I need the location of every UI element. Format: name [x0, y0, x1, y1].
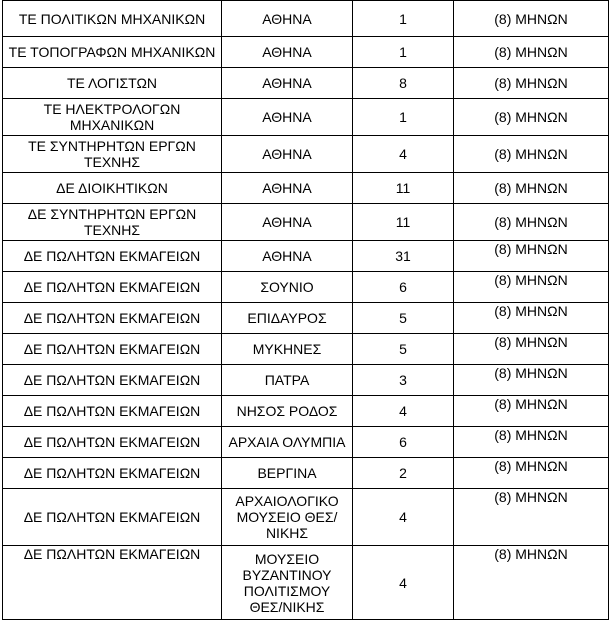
count-cell: 11 — [353, 173, 454, 204]
duration-cell: (8) ΜΗΝΩΝ — [454, 173, 609, 204]
count-cell: 1 — [353, 1, 454, 37]
duration-cell: (8) ΜΗΝΩΝ — [454, 37, 609, 68]
specialty-cell: ΤΕ ΛΟΓΙΣΤΩΝ — [3, 68, 222, 99]
specialty-cell: ΔΕ ΠΩΛΗΤΩΝ ΕΚΜΑΓΕΙΩΝ — [3, 334, 222, 365]
count-cell: 4 — [353, 396, 454, 427]
specialty-cell: ΤΕ ΤΟΠΟΓΡΑΦΩΝ ΜΗΧΑΝΙΚΩΝ — [3, 37, 222, 68]
duration-cell: (8) ΜΗΝΩΝ — [454, 458, 609, 489]
location-cell: ΑΘΗΝΑ — [222, 1, 353, 37]
table-row — [3, 365, 609, 396]
count-cell: 5 — [353, 303, 454, 334]
table-row — [3, 458, 609, 489]
specialty-cell: ΔΕ ΠΩΛΗΤΩΝ ΕΚΜΑΓΕΙΩΝ — [3, 365, 222, 396]
table-row — [3, 489, 609, 546]
duration-cell: (8) ΜΗΝΩΝ — [454, 204, 609, 241]
table-row — [3, 1, 609, 37]
location-cell: ΜΥΚΗΝΕΣ — [222, 334, 353, 365]
table-row — [3, 427, 609, 458]
duration-cell: (8) ΜΗΝΩΝ — [454, 365, 609, 396]
count-cell: 8 — [353, 68, 454, 99]
duration-cell: (8) ΜΗΝΩΝ — [454, 136, 609, 173]
specialty-cell: ΤΕ ΠΟΛΙΤΙΚΩΝ ΜΗΧΑΝΙΚΩΝ — [3, 1, 222, 37]
count-cell: 4 — [353, 136, 454, 173]
location-cell: ΑΡΧΑΙΟΛΟΓΙΚΟ ΜΟΥΣΕΙΟ ΘΕΣ/ΝΙΚΗΣ — [222, 489, 353, 546]
table-row — [3, 546, 609, 620]
duration-cell: (8) ΜΗΝΩΝ — [454, 489, 609, 546]
specialty-cell: ΔΕ ΠΩΛΗΤΩΝ ΕΚΜΑΓΕΙΩΝ — [3, 303, 222, 334]
location-cell: ΑΡΧΑΙΑ ΟΛΥΜΠΙΑ — [222, 427, 353, 458]
specialty-cell: ΤΕ ΣΥΝΤΗΡΗΤΩΝ ΕΡΓΩΝ ΤΕΧΝΗΣ — [3, 136, 222, 173]
specialty-cell: ΔΕ ΠΩΛΗΤΩΝ ΕΚΜΑΓΕΙΩΝ — [3, 546, 222, 620]
duration-cell: (8) ΜΗΝΩΝ — [454, 272, 609, 303]
count-cell: 1 — [353, 37, 454, 68]
table-row — [3, 99, 609, 136]
duration-cell: (8) ΜΗΝΩΝ — [454, 427, 609, 458]
duration-cell: (8) ΜΗΝΩΝ — [454, 1, 609, 37]
count-cell: 3 — [353, 365, 454, 396]
location-cell: ΣΟΥΝΙΟ — [222, 272, 353, 303]
specialty-cell: ΔΕ ΠΩΛΗΤΩΝ ΕΚΜΑΓΕΙΩΝ — [3, 241, 222, 272]
duration-cell: (8) ΜΗΝΩΝ — [454, 241, 609, 272]
count-cell: 6 — [353, 427, 454, 458]
location-cell: ΜΟΥΣΕΙΟ ΒΥΖΑΝΤΙΝΟΥ ΠΟΛΙΤΙΣΜΟΥ ΘΕΣ/ΝΙΚΗΣ — [222, 546, 353, 620]
table-row — [3, 136, 609, 173]
duration-cell: (8) ΜΗΝΩΝ — [454, 546, 609, 620]
location-cell: ΠΑΤΡΑ — [222, 365, 353, 396]
table-row — [3, 204, 609, 241]
location-cell: ΑΘΗΝΑ — [222, 37, 353, 68]
duration-cell: (8) ΜΗΝΩΝ — [454, 334, 609, 365]
location-cell: ΑΘΗΝΑ — [222, 99, 353, 136]
specialty-cell: ΔΕ ΠΩΛΗΤΩΝ ΕΚΜΑΓΕΙΩΝ — [3, 396, 222, 427]
location-cell: ΑΘΗΝΑ — [222, 68, 353, 99]
table-row — [3, 303, 609, 334]
specialty-cell: ΔΕ ΠΩΛΗΤΩΝ ΕΚΜΑΓΕΙΩΝ — [3, 489, 222, 546]
table-row — [3, 173, 609, 204]
table-row — [3, 396, 609, 427]
table-row — [3, 37, 609, 68]
duration-cell: (8) ΜΗΝΩΝ — [454, 303, 609, 334]
count-cell: 1 — [353, 99, 454, 136]
duration-cell: (8) ΜΗΝΩΝ — [454, 99, 609, 136]
location-cell: ΒΕΡΓΙΝΑ — [222, 458, 353, 489]
count-cell: 31 — [353, 241, 454, 272]
specialty-cell: ΔΕ ΠΩΛΗΤΩΝ ΕΚΜΑΓΕΙΩΝ — [3, 458, 222, 489]
count-cell: 6 — [353, 272, 454, 303]
specialty-cell: ΔΕ ΔΙΟΙΚΗΤΙΚΩΝ — [3, 173, 222, 204]
duration-cell: (8) ΜΗΝΩΝ — [454, 68, 609, 99]
location-cell: ΑΘΗΝΑ — [222, 204, 353, 241]
table-row — [3, 334, 609, 365]
count-cell: 4 — [353, 489, 454, 546]
specialty-cell: ΔΕ ΣΥΝΤΗΡΗΤΩΝ ΕΡΓΩΝ ΤΕΧΝΗΣ — [3, 204, 222, 241]
positions-table — [2, 0, 609, 620]
location-cell: ΑΘΗΝΑ — [222, 136, 353, 173]
table-row — [3, 68, 609, 99]
count-cell: 5 — [353, 334, 454, 365]
location-cell: ΑΘΗΝΑ — [222, 241, 353, 272]
count-cell: 4 — [353, 546, 454, 620]
location-cell: ΕΠΙΔΑΥΡΟΣ — [222, 303, 353, 334]
location-cell: ΑΘΗΝΑ — [222, 173, 353, 204]
table-row — [3, 241, 609, 272]
table-row — [3, 272, 609, 303]
specialty-cell: ΔΕ ΠΩΛΗΤΩΝ ΕΚΜΑΓΕΙΩΝ — [3, 427, 222, 458]
location-cell: ΝΗΣΟΣ ΡΟΔΟΣ — [222, 396, 353, 427]
specialty-cell: ΤΕ ΗΛΕΚΤΡΟΛΟΓΩΝ ΜΗΧΑΝΙΚΩΝ — [3, 99, 222, 136]
specialty-cell: ΔΕ ΠΩΛΗΤΩΝ ΕΚΜΑΓΕΙΩΝ — [3, 272, 222, 303]
count-cell: 11 — [353, 204, 454, 241]
count-cell: 2 — [353, 458, 454, 489]
duration-cell: (8) ΜΗΝΩΝ — [454, 396, 609, 427]
